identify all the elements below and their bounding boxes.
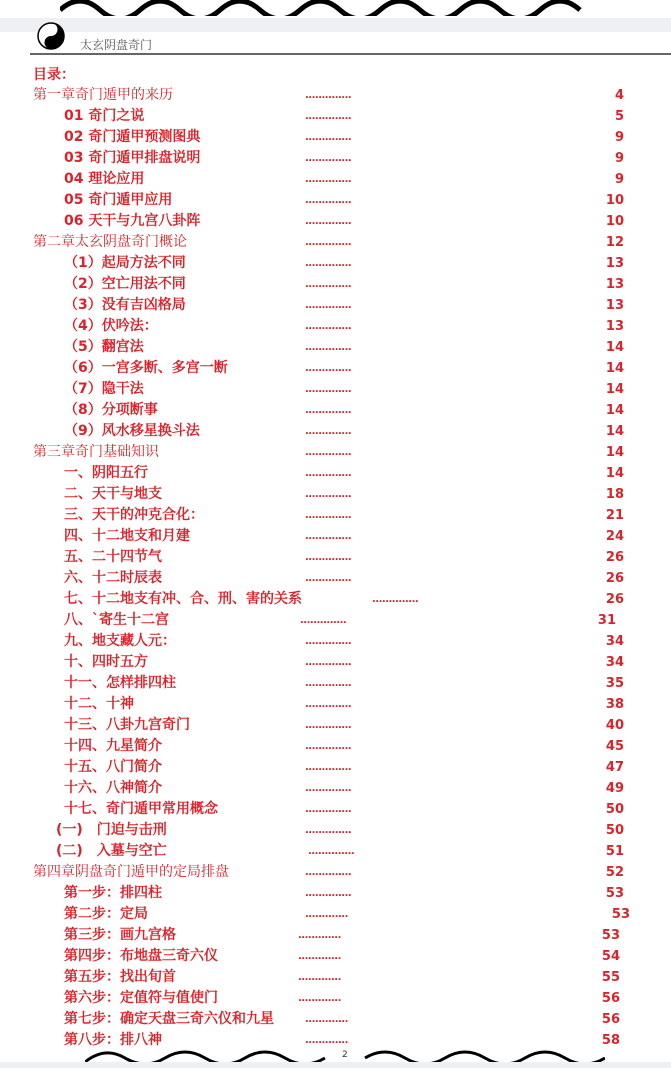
toc-entry[interactable] xyxy=(0,715,671,736)
entry-page: 24 xyxy=(605,529,624,544)
toc-entry[interactable] xyxy=(0,778,671,799)
leader-dots: .............. xyxy=(305,657,352,668)
entry-page: 9 xyxy=(614,151,624,166)
entry-page: 14 xyxy=(605,424,624,439)
header-rule xyxy=(30,53,671,55)
entry-page: 34 xyxy=(605,655,624,670)
toc-entry[interactable] xyxy=(0,253,671,274)
toc-entry[interactable] xyxy=(0,400,671,421)
toc-entry[interactable] xyxy=(0,169,671,190)
toc-entry[interactable] xyxy=(0,232,671,253)
entry-page: 14 xyxy=(605,466,624,481)
leader-dots: ............. xyxy=(305,1014,348,1025)
entry-page: 14 xyxy=(605,340,624,355)
entry-title: 十四、九星简介 xyxy=(64,738,162,754)
leader-dots: .............. xyxy=(305,237,352,248)
entry-page: 13 xyxy=(605,298,624,313)
toc-entry[interactable] xyxy=(0,484,671,505)
entry-title: 第三章奇门基础知识 xyxy=(33,444,159,460)
page-gap xyxy=(0,1062,671,1068)
entry-title: 第四步：布地盘三奇六仪 xyxy=(64,948,218,964)
entry-title: 第二章太玄阴盘奇门概论 xyxy=(33,234,187,250)
entry-title: 一、阴阳五行 xyxy=(64,465,148,481)
entry-title: 九、地支藏人元： xyxy=(64,633,176,649)
leader-dots: .............. xyxy=(305,90,352,101)
top-ornament xyxy=(0,0,671,20)
entry-title: （3）没有吉凶格局 xyxy=(64,297,186,313)
entry-page: 9 xyxy=(614,172,624,187)
entry-title: 第三步：画九宫格 xyxy=(64,927,176,943)
entry-title: 第一章奇门遁甲的来历 xyxy=(33,87,173,103)
entry-title: 十一、怎样排四柱 xyxy=(64,675,176,691)
entry-page: 49 xyxy=(605,781,624,796)
entry-page: 52 xyxy=(605,865,624,880)
entry-title: （4）伏吟法： xyxy=(64,318,158,334)
leader-dots: ............. xyxy=(298,951,341,962)
entry-title: 第七步：确定天盘三奇六仪和九星 xyxy=(64,1011,274,1027)
toc-entry[interactable] xyxy=(0,463,671,484)
entry-page: 56 xyxy=(601,991,620,1006)
page-gap xyxy=(0,18,671,32)
entry-title: （8）分项断事 xyxy=(64,402,158,418)
entry-page: 18 xyxy=(605,487,624,502)
entry-page: 53 xyxy=(605,886,624,901)
leader-dots: .............. xyxy=(305,321,352,332)
toc-entry[interactable] xyxy=(0,862,671,883)
leader-dots: ............. xyxy=(298,930,341,941)
entry-title: (一) 门迫与击刑 xyxy=(56,822,167,838)
leader-dots: .............. xyxy=(305,153,352,164)
toc-entry[interactable] xyxy=(0,757,671,778)
leader-dots: ............. xyxy=(305,909,348,920)
leader-dots: .............. xyxy=(305,111,352,122)
entry-title: 第八步：排八神 xyxy=(64,1032,162,1048)
entry-page: 14 xyxy=(605,361,624,376)
entry-title: 第一步：排四柱 xyxy=(64,885,162,901)
entry-page: 26 xyxy=(605,550,624,565)
entry-page: 55 xyxy=(601,970,620,985)
leader-dots: .............. xyxy=(305,363,352,374)
leader-dots: .............. xyxy=(305,216,352,227)
entry-title: 十六、八神简介 xyxy=(64,780,162,796)
toc-entry[interactable] xyxy=(0,652,671,673)
yin-yang-icon xyxy=(37,22,65,50)
entry-title: 第二步：定局 xyxy=(64,906,148,922)
entry-page: 26 xyxy=(605,592,624,607)
toc-entry[interactable] xyxy=(0,274,671,295)
toc-entry[interactable] xyxy=(0,967,671,988)
entry-title: 十、四时五方 xyxy=(64,654,148,670)
entry-page: 34 xyxy=(605,634,624,649)
leader-dots: .............. xyxy=(305,489,352,500)
entry-title: 05 奇门遁甲应用 xyxy=(64,192,173,208)
toc-entry[interactable] xyxy=(0,925,671,946)
toc-entry[interactable] xyxy=(0,505,671,526)
leader-dots: .............. xyxy=(305,405,352,416)
entry-title: 二、天干与地支 xyxy=(64,486,162,502)
leader-dots: .............. xyxy=(305,762,352,773)
leader-dots: .............. xyxy=(305,342,352,353)
toc-entry[interactable] xyxy=(0,442,671,463)
toc-heading: 目录： xyxy=(33,67,75,83)
leader-dots: .............. xyxy=(305,678,352,689)
entry-page: 13 xyxy=(605,277,624,292)
toc-entry[interactable] xyxy=(0,820,671,841)
toc-entry[interactable] xyxy=(0,421,671,442)
entry-title: （6）一宫多断、多宫一断 xyxy=(64,360,228,376)
entry-title: (二) 入墓与空亡 xyxy=(56,843,167,859)
entry-title: （9）风水移星换斗法 xyxy=(64,423,200,439)
entry-page: 50 xyxy=(605,802,624,817)
toc-entry[interactable] xyxy=(0,736,671,757)
entry-page: 12 xyxy=(605,235,624,250)
entry-title: （1）起局方法不同 xyxy=(64,255,186,271)
toc-entry[interactable] xyxy=(0,148,671,169)
toc-entry[interactable] xyxy=(0,841,671,862)
leader-dots: .............. xyxy=(305,426,352,437)
entry-title: 第六步：定值符与值使门 xyxy=(64,990,218,1006)
header-title: 太玄阴盘奇门 xyxy=(80,38,153,52)
leader-dots: .............. xyxy=(300,615,347,626)
toc-entry[interactable] xyxy=(0,694,671,715)
leader-dots: .............. xyxy=(305,573,352,584)
entry-page: 26 xyxy=(605,571,624,586)
leader-dots: ............. xyxy=(298,972,341,983)
toc-entry[interactable] xyxy=(0,1009,671,1030)
toc-entry[interactable] xyxy=(0,568,671,589)
leader-dots: .............. xyxy=(305,258,352,269)
toc-entry[interactable] xyxy=(0,904,671,925)
entry-page: 45 xyxy=(605,739,624,754)
toc-entry[interactable] xyxy=(0,883,671,904)
leader-dots: .............. xyxy=(305,384,352,395)
toc-entry[interactable] xyxy=(0,316,671,337)
toc-entry[interactable] xyxy=(0,988,671,1009)
leader-dots: ............. xyxy=(298,993,341,1004)
entry-title: （2）空亡用法不同 xyxy=(64,276,186,292)
entry-title: 02 奇门遁甲预测图典 xyxy=(64,129,201,145)
toc-entry[interactable] xyxy=(0,127,671,148)
toc-entry[interactable] xyxy=(0,358,671,379)
toc-entry[interactable] xyxy=(0,211,671,232)
entry-page: 13 xyxy=(605,319,624,334)
leader-dots: .............. xyxy=(305,447,352,458)
entry-title: 五、二十四节气 xyxy=(64,549,162,565)
entry-title: 十七、奇门遁甲常用概念 xyxy=(64,801,218,817)
entry-page: 53 xyxy=(601,928,620,943)
leader-dots: .............. xyxy=(305,552,352,563)
leader-dots: .............. xyxy=(372,594,419,605)
entry-page: 56 xyxy=(601,1012,620,1027)
leader-dots: .............. xyxy=(305,804,352,815)
leader-dots: .............. xyxy=(305,636,352,647)
entry-title: 第四章阴盘奇门遁甲的定局排盘 xyxy=(33,864,229,880)
toc-entry[interactable] xyxy=(0,190,671,211)
leader-dots: .............. xyxy=(305,825,352,836)
toc-entry[interactable] xyxy=(0,337,671,358)
leader-dots: .............. xyxy=(305,132,352,143)
entry-title: 十二、十神 xyxy=(64,696,134,712)
leader-dots: .............. xyxy=(305,720,352,731)
entry-title: 十三、八卦九宫奇门 xyxy=(64,717,190,733)
leader-dots: .............. xyxy=(305,888,352,899)
leader-dots: .............. xyxy=(305,531,352,542)
toc-entry[interactable] xyxy=(0,610,671,631)
entry-page: 31 xyxy=(597,613,616,628)
entry-page: 47 xyxy=(605,760,624,775)
entry-title: 06 天干与九宫八卦阵 xyxy=(64,213,201,229)
leader-dots: .............. xyxy=(305,468,352,479)
entry-page: 58 xyxy=(601,1033,620,1048)
entry-page: 14 xyxy=(605,382,624,397)
entry-page: 14 xyxy=(605,403,624,418)
entry-page: 14 xyxy=(605,445,624,460)
entry-title: 四、十二地支和月建 xyxy=(64,528,190,544)
toc-entry[interactable] xyxy=(0,631,671,652)
entry-page: 21 xyxy=(605,508,624,523)
entry-page: 13 xyxy=(605,256,624,271)
toc-entry[interactable] xyxy=(0,526,671,547)
entry-page: 54 xyxy=(601,949,620,964)
leader-dots: .............. xyxy=(305,510,352,521)
entry-page: 50 xyxy=(605,823,624,838)
toc-entry[interactable] xyxy=(0,106,671,127)
entry-title: 六、十二时辰表 xyxy=(64,570,162,586)
toc-entry[interactable] xyxy=(0,295,671,316)
leader-dots: .............. xyxy=(305,783,352,794)
entry-title: 第五步：找出旬首 xyxy=(64,969,176,985)
leader-dots: .............. xyxy=(305,195,352,206)
entry-page: 10 xyxy=(605,193,624,208)
entry-page: 51 xyxy=(605,844,624,859)
entry-page: 53 xyxy=(611,907,630,922)
entry-title: 03 奇门遁甲排盘说明 xyxy=(64,150,201,166)
toc-entry[interactable] xyxy=(0,673,671,694)
leader-dots: .............. xyxy=(305,699,352,710)
entry-title: 三、天干的冲克合化： xyxy=(64,507,204,523)
toc-entry[interactable] xyxy=(0,946,671,967)
toc-entry[interactable] xyxy=(0,589,671,610)
page-number: 2 xyxy=(342,1050,348,1060)
entry-page: 9 xyxy=(614,130,624,145)
entry-title: （5）翻宫法 xyxy=(64,339,144,355)
toc-entry[interactable] xyxy=(0,799,671,820)
leader-dots: .............. xyxy=(305,279,352,290)
toc-entry[interactable] xyxy=(0,547,671,568)
leader-dots: ............. xyxy=(305,1035,348,1046)
entry-title: 七、十二地支有冲、合、刑、害的关系 xyxy=(64,591,302,607)
entry-title: 01 奇门之说 xyxy=(64,108,145,124)
leader-dots: .............. xyxy=(305,867,352,878)
entry-page: 35 xyxy=(605,676,624,691)
leader-dots: .............. xyxy=(305,300,352,311)
toc-entry[interactable] xyxy=(0,85,671,106)
leader-dots: .............. xyxy=(305,741,352,752)
leader-dots: .............. xyxy=(305,174,352,185)
entry-page: 40 xyxy=(605,718,624,733)
leader-dots: .............. xyxy=(308,846,355,857)
entry-page: 10 xyxy=(605,214,624,229)
entry-page: 38 xyxy=(605,697,624,712)
entry-title: 十五、八门简介 xyxy=(64,759,162,775)
toc-entry[interactable] xyxy=(0,379,671,400)
entry-title: 04 理论应用 xyxy=(64,171,145,187)
entry-title: （7）隐干法 xyxy=(64,381,144,397)
entry-page: 5 xyxy=(614,109,624,124)
entry-page: 4 xyxy=(614,88,624,103)
entry-title: 八、`寄生十二宫 xyxy=(64,612,169,628)
